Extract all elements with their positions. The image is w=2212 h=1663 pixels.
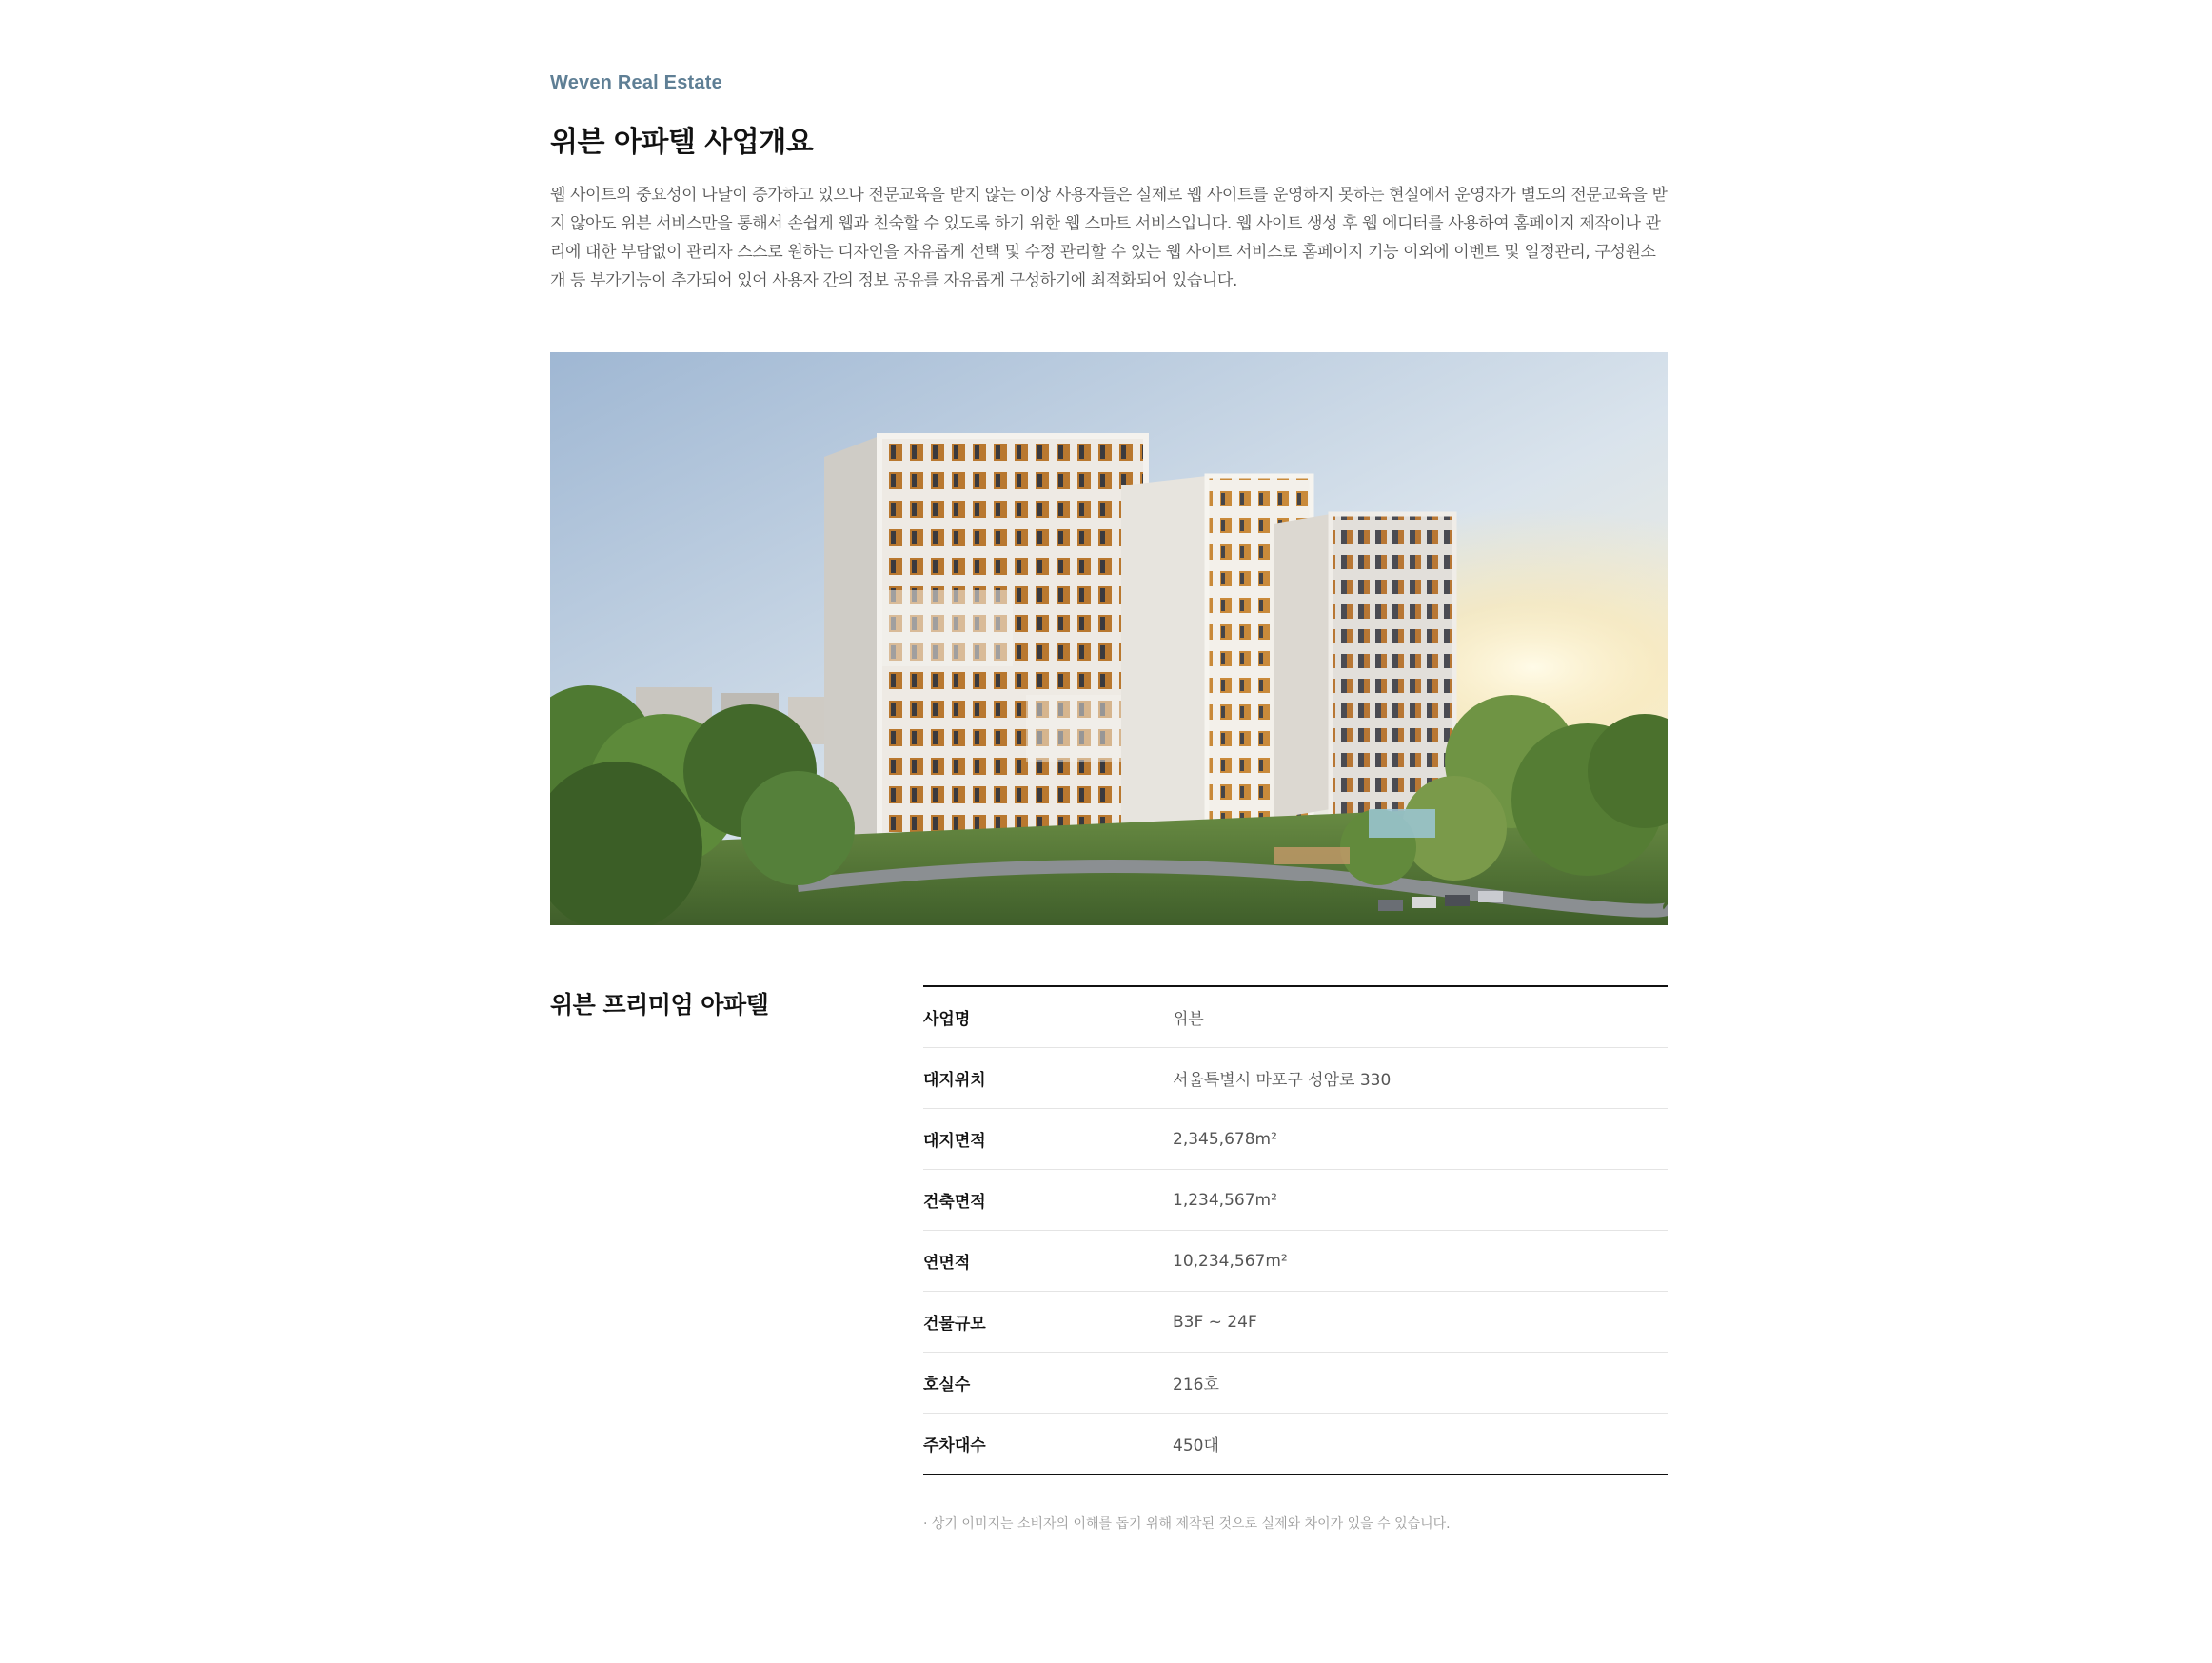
row-label: 연면적	[923, 1254, 971, 1273]
overview-title: 위븐 프리미엄 아파텔	[550, 991, 769, 1019]
table-row	[923, 1414, 1668, 1474]
table-row	[923, 1170, 1668, 1231]
table-row	[923, 1353, 1668, 1414]
row-value: 216호	[1173, 1376, 1219, 1395]
row-label: 호실수	[923, 1376, 971, 1395]
row-label: 주차대수	[923, 1436, 986, 1455]
row-value: 위븐	[1173, 1010, 1204, 1029]
brand-label: Weven Real Estate	[550, 72, 722, 93]
overview-table	[923, 985, 1668, 1475]
apartment-rendering-illustration	[550, 352, 1668, 925]
page-title: 위븐 아파텔 사업개요	[550, 126, 814, 159]
row-value: 1,234,567m²	[1173, 1190, 1277, 1210]
row-label: 사업명	[923, 1010, 971, 1029]
table-row	[923, 1292, 1668, 1353]
row-label: 대지면적	[923, 1132, 986, 1151]
row-label: 대지위치	[923, 1071, 986, 1090]
intro-paragraph: 웹 사이트의 중요성이 나날이 증가하고 있으나 전문교육을 받지 않는 이상 사용자들은 실제로 웹 사이트를 운영하지 못하는 현실에서 운영자가 별도의 전문교육을 받지 않아도 위븐 서비스만을 통해서 손쉽게 웹과 친숙할 수 있도록 하기 위한 웹 스마트 서비스입니다. 웹 사이트 생성 후 웹 에디터를 사용하여 홈페이지 제작이나 관리에 대한 부담없이 관리자 스스로 원하는 디자인을 자유롭게 선택 및 수정 관리할 수 있는 웹 사이트 서비스로 홈페이지 기능 이외에 이벤트 및 일정관리, 구성원소개 등 부가기능이 추가되어 있어 사용자 간의 정보 공유를 자유롭게 구성하기에 최적화되어 있습니다.	[550, 186, 1668, 290]
table-row	[923, 1231, 1668, 1292]
row-value: 10,234,567m²	[1173, 1251, 1288, 1271]
table-row	[923, 987, 1668, 1048]
table-row	[923, 1048, 1668, 1109]
row-value: 450대	[1173, 1436, 1219, 1455]
row-label: 건물규모	[923, 1315, 986, 1334]
row-value: 서울특별시 마포구 성암로 330	[1173, 1071, 1392, 1090]
row-label: 건축면적	[923, 1193, 986, 1212]
table-row	[923, 1109, 1668, 1170]
row-value: 2,345,678m²	[1173, 1129, 1277, 1149]
hero-image	[550, 352, 1668, 925]
image-disclaimer: · 상기 이미지는 소비자의 이해를 돕기 위해 제작된 것으로 실제와 차이가 있을 수 있습니다.	[923, 1516, 1451, 1532]
row-value: B3F ~ 24F	[1173, 1312, 1257, 1332]
